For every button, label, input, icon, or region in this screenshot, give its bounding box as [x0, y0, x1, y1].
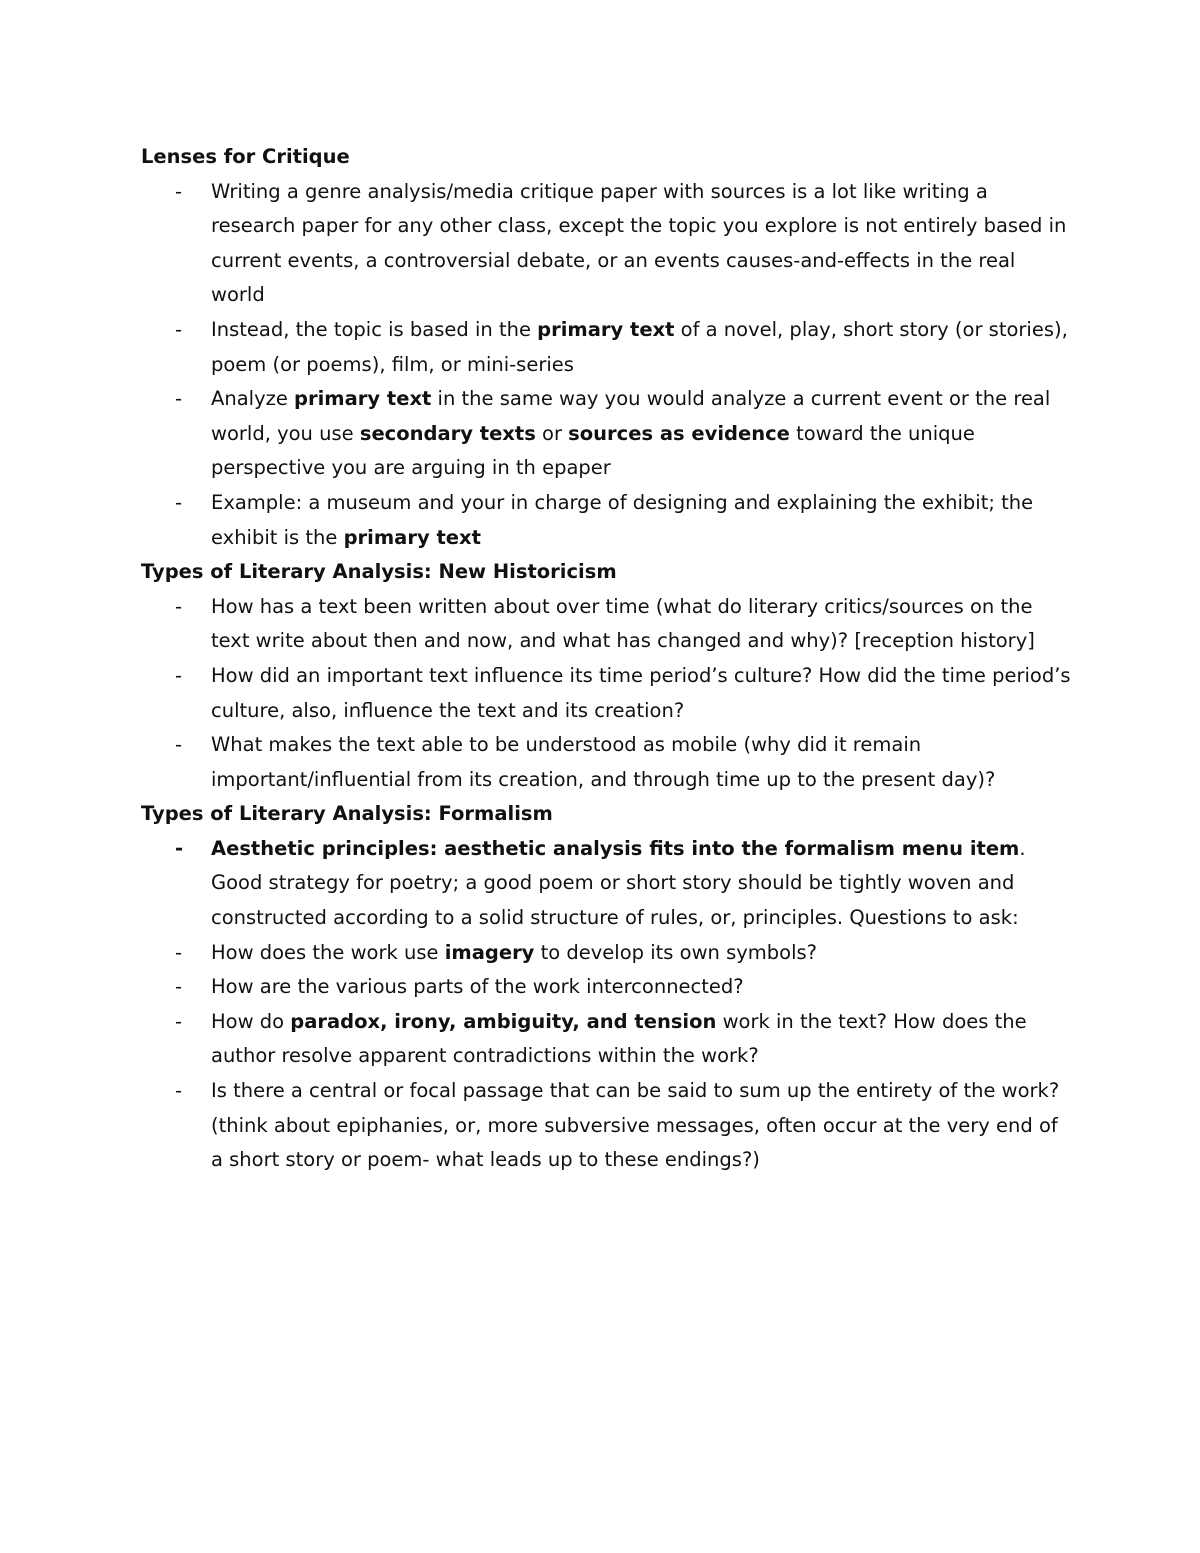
- item-text: Analyze: [211, 387, 295, 411]
- item-text: work in the text? How does the author resolve apparent contradictions within the work?: [211, 1009, 1027, 1068]
- bullet-list: [141, 175, 1071, 556]
- list-item: [141, 486, 1071, 555]
- item-text: of a novel, play, short story (or stories), poem (or poems), film, or mini-series: [211, 317, 1068, 376]
- list-item: [141, 1005, 1071, 1074]
- dash-bullet: -: [175, 733, 183, 757]
- bold-term: primary text: [537, 317, 675, 341]
- bold-term: primary text: [343, 525, 481, 549]
- item-text: What makes the text able to be understood as mobile (why did it remain important/influential from its creation, and through time up to the present day)?: [211, 733, 996, 791]
- bold-term: sources as evidence: [568, 421, 790, 445]
- item-text: in the same way you would analyze a current event or the real world, you use: [211, 387, 1051, 445]
- item-text: Is there a central or focal passage that can be said to sum up the entirety of the work? (think about epiphanies, or, more subversive messages, often occur at the very end of a short story or poem- what leads up to these endings?): [211, 1079, 1060, 1172]
- item-text: toward the unique perspective you are arguing in th epaper: [211, 421, 975, 480]
- section-heading: Types of Literary Analysis: New Historicism: [141, 560, 617, 584]
- item-text: or: [535, 421, 569, 445]
- list-item: [141, 936, 1071, 971]
- list-item: [141, 832, 1071, 936]
- item-text: How do: [211, 1009, 291, 1033]
- list-item: [141, 970, 1071, 1005]
- list-item: [141, 1074, 1071, 1178]
- item-text: Instead, the topic is based in the: [211, 317, 538, 341]
- list-item: [141, 175, 1071, 313]
- dash-bullet: -: [175, 663, 183, 687]
- section-heading: Lenses for Critique: [141, 145, 350, 168]
- list-item: [141, 382, 1071, 486]
- item-text: Example: a museum and your in charge of designing and explaining the exhibit; the exhibit is the: [211, 490, 1034, 549]
- dash-bullet: -: [175, 836, 184, 860]
- bold-term: Aesthetic principles: aesthetic analysis fits into the formalism menu item: [211, 836, 1020, 860]
- list-item: [141, 659, 1071, 728]
- bullet-list: [141, 832, 1071, 1178]
- bullet-list: [141, 590, 1071, 798]
- section-heading: Types of Literary Analysis: Formalism: [141, 802, 553, 826]
- dash-bullet: -: [175, 975, 183, 999]
- dash-bullet: -: [175, 1009, 183, 1033]
- list-item: [141, 313, 1071, 382]
- list-item: [141, 728, 1071, 797]
- bold-term: paradox, irony, ambiguity, and tension: [290, 1009, 717, 1033]
- dash-bullet: -: [175, 940, 183, 964]
- bold-term: primary text: [294, 387, 432, 411]
- dash-bullet: -: [175, 317, 183, 341]
- item-text: Writing a genre analysis/media critique paper with sources is a lot like writing a research paper for any other class, except the topic you explore is not entirely based in current events, a controversial debate, or an events causes-and-effects in the real world: [211, 179, 1067, 307]
- item-text: How has a text been written about over time (what do literary critics/sources on the text write about then and now, and what has changed and why)? [reception history]: [211, 594, 1035, 653]
- dash-bullet: -: [175, 1079, 183, 1103]
- dash-bullet: -: [175, 179, 183, 203]
- bold-term: imagery: [444, 940, 535, 964]
- dash-bullet: -: [175, 490, 183, 514]
- item-text: to develop its own symbols?: [534, 940, 818, 964]
- item-text: How did an important text influence its time period’s culture? How did the time period’s culture, also, influence the text and its creation?: [211, 663, 1071, 722]
- item-text: How are the various parts of the work interconnected?: [211, 975, 744, 999]
- document-body: [141, 140, 1071, 1178]
- list-item: [141, 590, 1071, 659]
- item-text: . Good strategy for poetry; a good poem or short story should be tightly woven and constructed according to a solid structure of rules, or, principles. Questions to ask:: [211, 836, 1026, 930]
- dash-bullet: -: [175, 594, 183, 618]
- item-text: How does the work use: [211, 940, 445, 964]
- dash-bullet: -: [175, 387, 183, 411]
- bold-term: secondary texts: [359, 421, 536, 445]
